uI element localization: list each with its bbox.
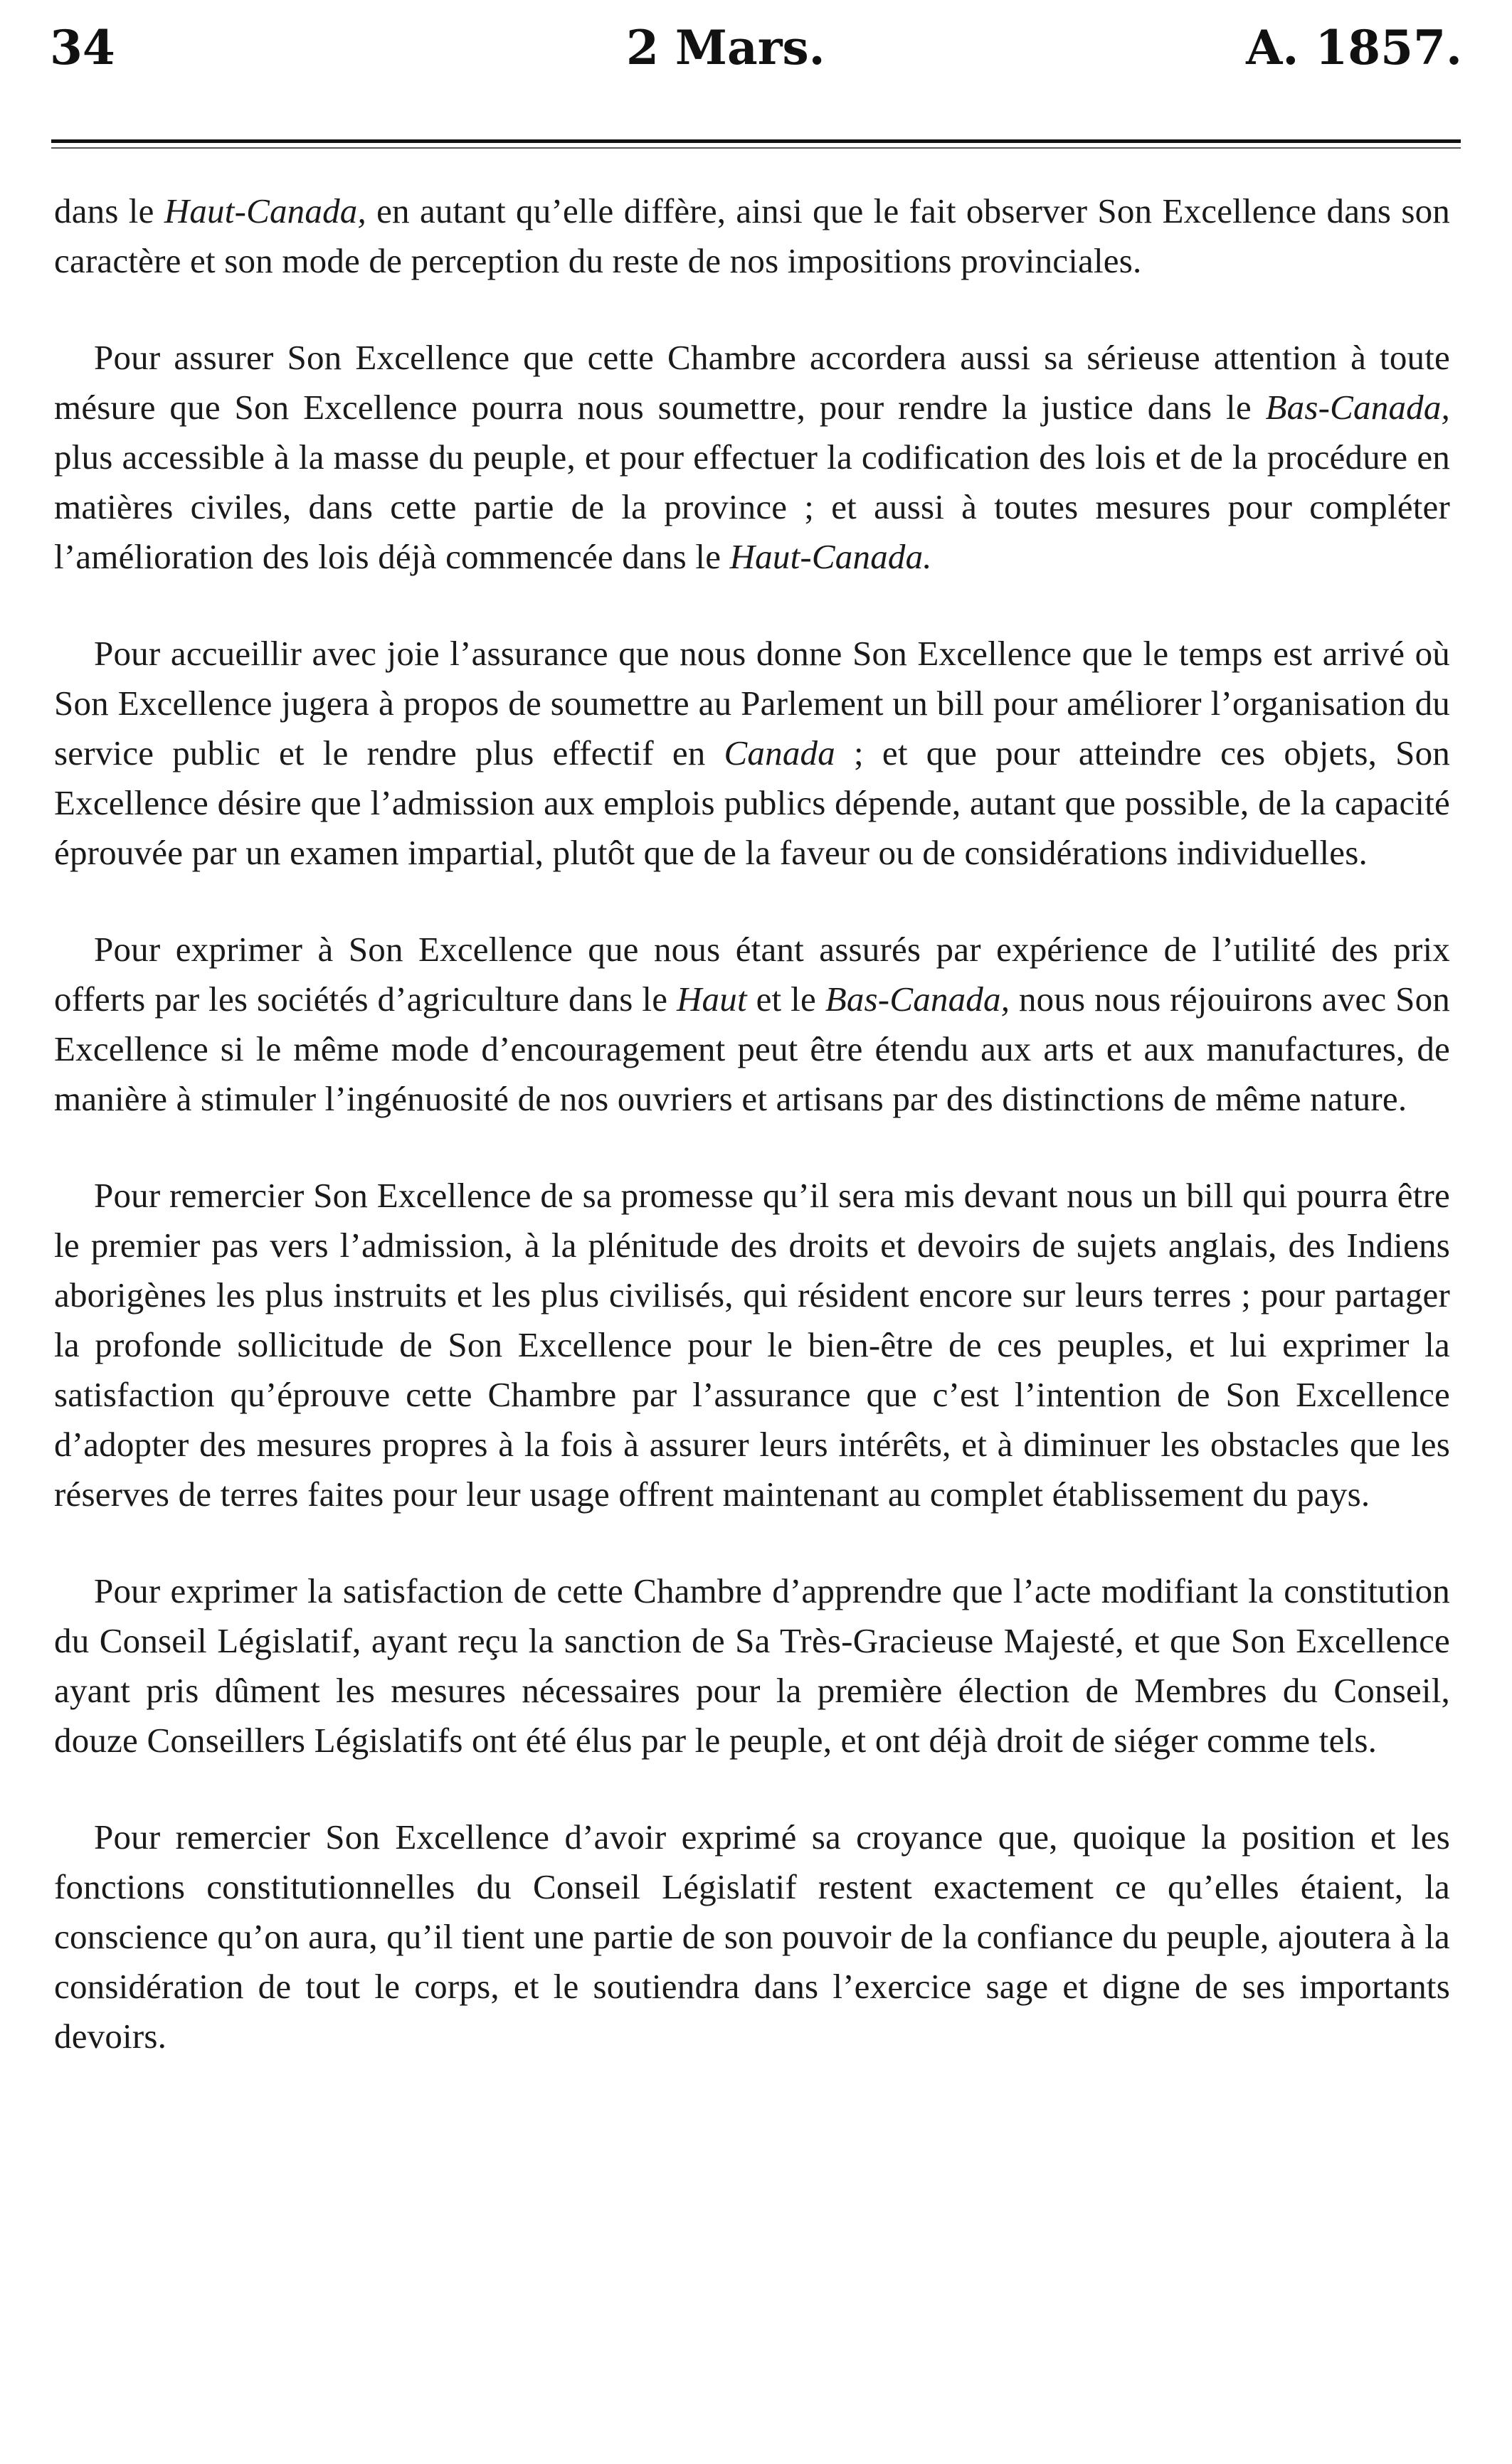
text-run: plus accessible à la masse du peuple, et pour effectuer la codification des lois et de la procédure en matières civiles, dans cette partie de la province ; et aussi à toutes mesures pour compléter l’amélioration des lois déjà commencée dans le [54, 437, 1450, 576]
text-run: et le [746, 979, 825, 1019]
body-text [54, 186, 1450, 2108]
text-run: Pour remercier Son Excellence d’avoir exprimé sa croyance que, quoique la position et les fonctions constitutionnelles du Conseil Législatif restent exactement ce qu’elles étaient, la conscience qu’on aura, qu’il tient une partie de son pouvoir de la confiance du peuple, ajoutera à la considération de tout le corps, et le soutiendra dans l’exercice sage et digne de ses importants devoirs. [54, 1817, 1450, 2056]
text-run: dans le [54, 191, 164, 230]
paragraph [54, 1812, 1450, 2061]
italic-text: Haut-Canada, [164, 191, 366, 230]
text-run: Pour remercier Son Excellence de sa promesse qu’il sera mis devant nous un bill qui pourra être le premier pas vers l’admission, à la plénitude des droits et devoirs de sujets anglais, des Indiens aborigènes les plus instruits et les plus civilisés, qui résident encore sur leurs terres ; pour partager la profonde sollicitude de Son Excellence pour le bien-être de ces peuples, et lui exprimer la satisfaction qu’éprouve cette Chambre par l’assurance que c’est l’intention de Son Excellence d’adopter des mesures propres à la fois à assurer leurs intérêts, et à diminuer les obstacles que les réserves de terres faites pour leur usage offrent maintenant au complet établissement du pays. [54, 1176, 1450, 1514]
page-header [50, 16, 1462, 80]
paragraph [54, 925, 1450, 1124]
header-rule-thin [51, 147, 1461, 149]
italic-text: Haut-Canada. [729, 537, 932, 576]
paragraph [54, 629, 1450, 878]
header-year: A. 1857. [1246, 20, 1462, 75]
text-run: ; et que pour atteindre ces objets, Son Excellence désire que l’admission aux emplois publics dépende, autant que possible, de la capacité éprouvée par un examen impartial, plutôt que de la faveur ou de considérations individuelles. [54, 733, 1450, 872]
header-rule [51, 139, 1461, 143]
text-run: en autant qu’elle diffère, ainsi que le fait observer Son Excellence dans son caractère et son mode de perception du reste de nos impositions provinciales. [54, 191, 1451, 280]
italic-text: Bas-Canada, [825, 979, 1010, 1019]
italic-text: Bas-Canada, [1265, 388, 1450, 427]
italic-text: Haut [676, 979, 747, 1019]
paragraph [54, 333, 1450, 582]
text-run: Pour accueillir avec joie l’assurance que nous donne Son Excellence que le temps est arrivé où Son Excellence jugera à propos de soumettre au Parlement un bill pour améliorer l’organisation du service public et le rendre plus effectif en [54, 634, 1450, 772]
paragraph [54, 1171, 1450, 1519]
header-date: 2 Mars. [626, 20, 825, 75]
page-number: 34 [50, 20, 115, 75]
text-run: nous nous réjouirons avec Son Excellence si le même mode d’encouragement peut être étendu aux arts et aux manufactures, de manière à stimuler l’ingénuosité de nos ouvriers et artisans par des distinctions de même nature. [54, 979, 1450, 1118]
text-run: Pour exprimer la satisfaction de cette Chambre d’apprendre que l’acte modifiant la constitution du Conseil Législatif, ayant reçu la sanction de Sa Très-Gracieuse Majesté, et que Son Excellence ayant pris dûment les mesures nécessaires pour la première élection de Membres du Conseil, douze Conseillers Législatifs ont été élus par le peuple, et ont déjà droit de siéger comme tels. [54, 1571, 1450, 1760]
paragraph [54, 1566, 1450, 1765]
italic-text: Canada [724, 733, 835, 772]
paragraph [54, 186, 1450, 286]
text-run: Pour assurer Son Excellence que cette Chambre accordera aussi sa sérieuse attention à toute mésure que Son Excellence pourra nous soumettre, pour rendre la justice dans le [54, 338, 1450, 427]
text-run: Pour exprimer à Son Excellence que nous étant assurés par expérience de l’utilité des prix offerts par les sociétés d’agriculture dans le [54, 930, 1450, 1019]
